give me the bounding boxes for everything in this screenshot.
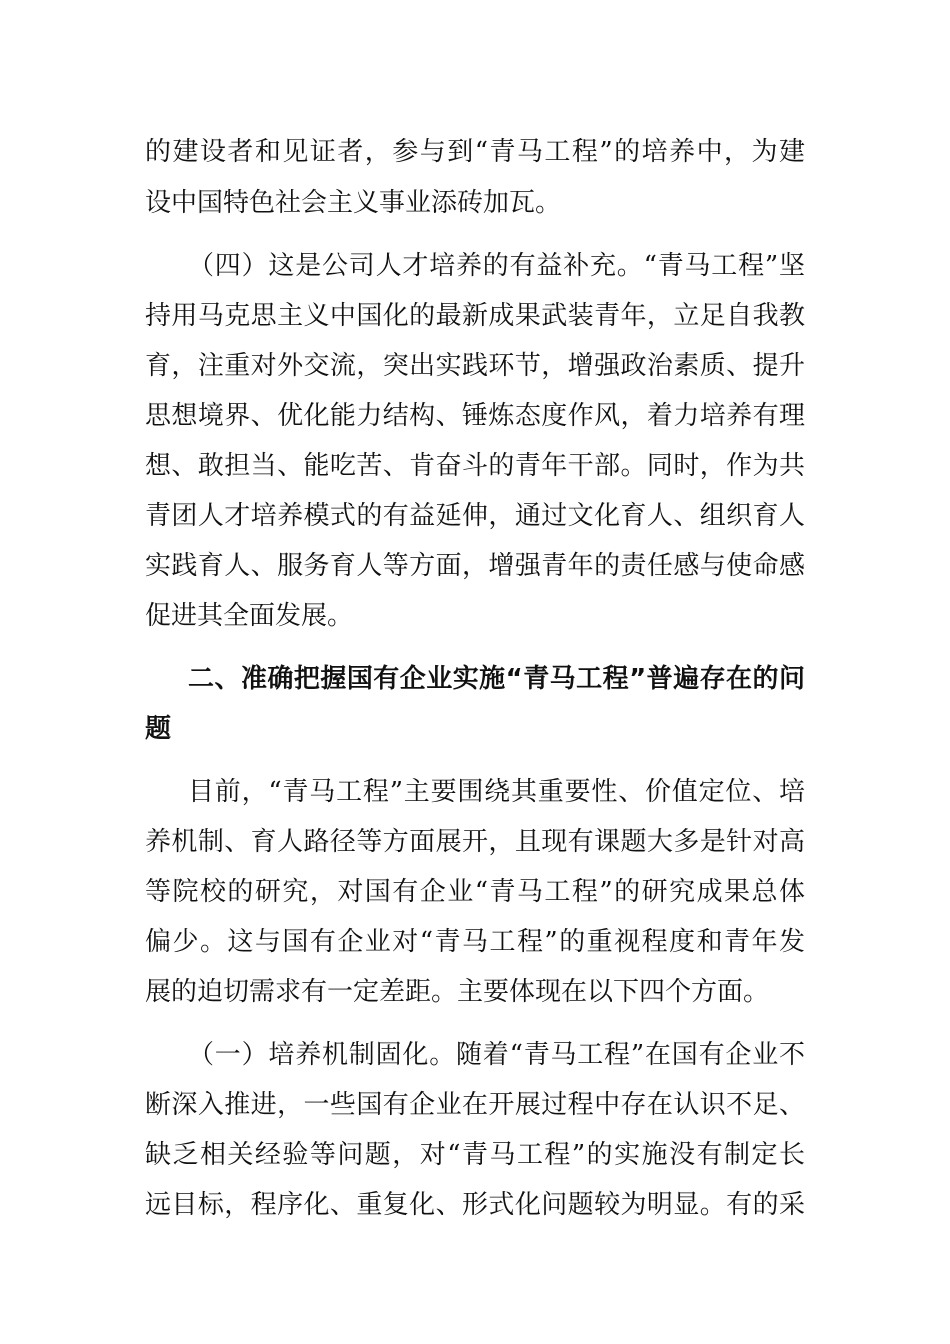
- paragraph-line: 目前，“青马工程”主要围绕其重要性、价值定位、培: [188, 777, 805, 807]
- paragraph-line: 断深入推进，一些国有企业在开展过程中存在认识不足、: [145, 1090, 805, 1120]
- paragraph-line: 持用马克思主义中国化的最新成果武装青年，立足自我教: [145, 301, 805, 331]
- paragraph-line: 促进其全面发展。: [145, 601, 354, 631]
- paragraph-line: 思想境界、优化能力结构、锤炼态度作风，着力培养有理: [145, 401, 805, 431]
- paragraph-line: 展的迫切需求有一定差距。主要体现在以下四个方面。: [145, 977, 770, 1007]
- paragraph-line: （一）培养机制固化。随着“青马工程”在国有企业不: [188, 1040, 805, 1070]
- paragraph-line: 的建设者和见证者，参与到“青马工程”的培养中，为建: [145, 137, 805, 167]
- paragraph-line: 育，注重对外交流，突出实践环节，增强政治素质、提升: [145, 351, 805, 381]
- paragraph-line: 青团人才培养模式的有益延伸，通过文化育人、组织育人: [145, 501, 805, 531]
- paragraph-line: 养机制、育人路径等方面展开，且现有课题大多是针对高: [145, 827, 805, 857]
- paragraph-line: 想、敢担当、能吃苦、肯奋斗的青年干部。同时，作为共: [145, 451, 805, 481]
- paragraph-line: 缺乏相关经验等问题，对“青马工程”的实施没有制定长: [145, 1140, 805, 1170]
- paragraph-line: 等院校的研究，对国有企业“青马工程”的研究成果总体: [145, 877, 805, 907]
- paragraph-line: 远目标，程序化、重复化、形式化问题较为明显。有的采: [145, 1190, 805, 1220]
- section-heading: 二、准确把握国有企业实施“青马工程”普遍存在的问: [188, 664, 805, 694]
- paragraph-line: 偏少。这与国有企业对“青马工程”的重视程度和青年发: [145, 927, 805, 957]
- paragraph-line: 实践育人、服务育人等方面，增强青年的责任感与使命感: [145, 551, 805, 581]
- paragraph-line: 设中国特色社会主义事业添砖加瓦。: [145, 188, 562, 218]
- paragraph-line: （四）这是公司人才培养的有益补充。“青马工程”坚: [188, 251, 805, 281]
- section-heading: 题: [145, 714, 172, 744]
